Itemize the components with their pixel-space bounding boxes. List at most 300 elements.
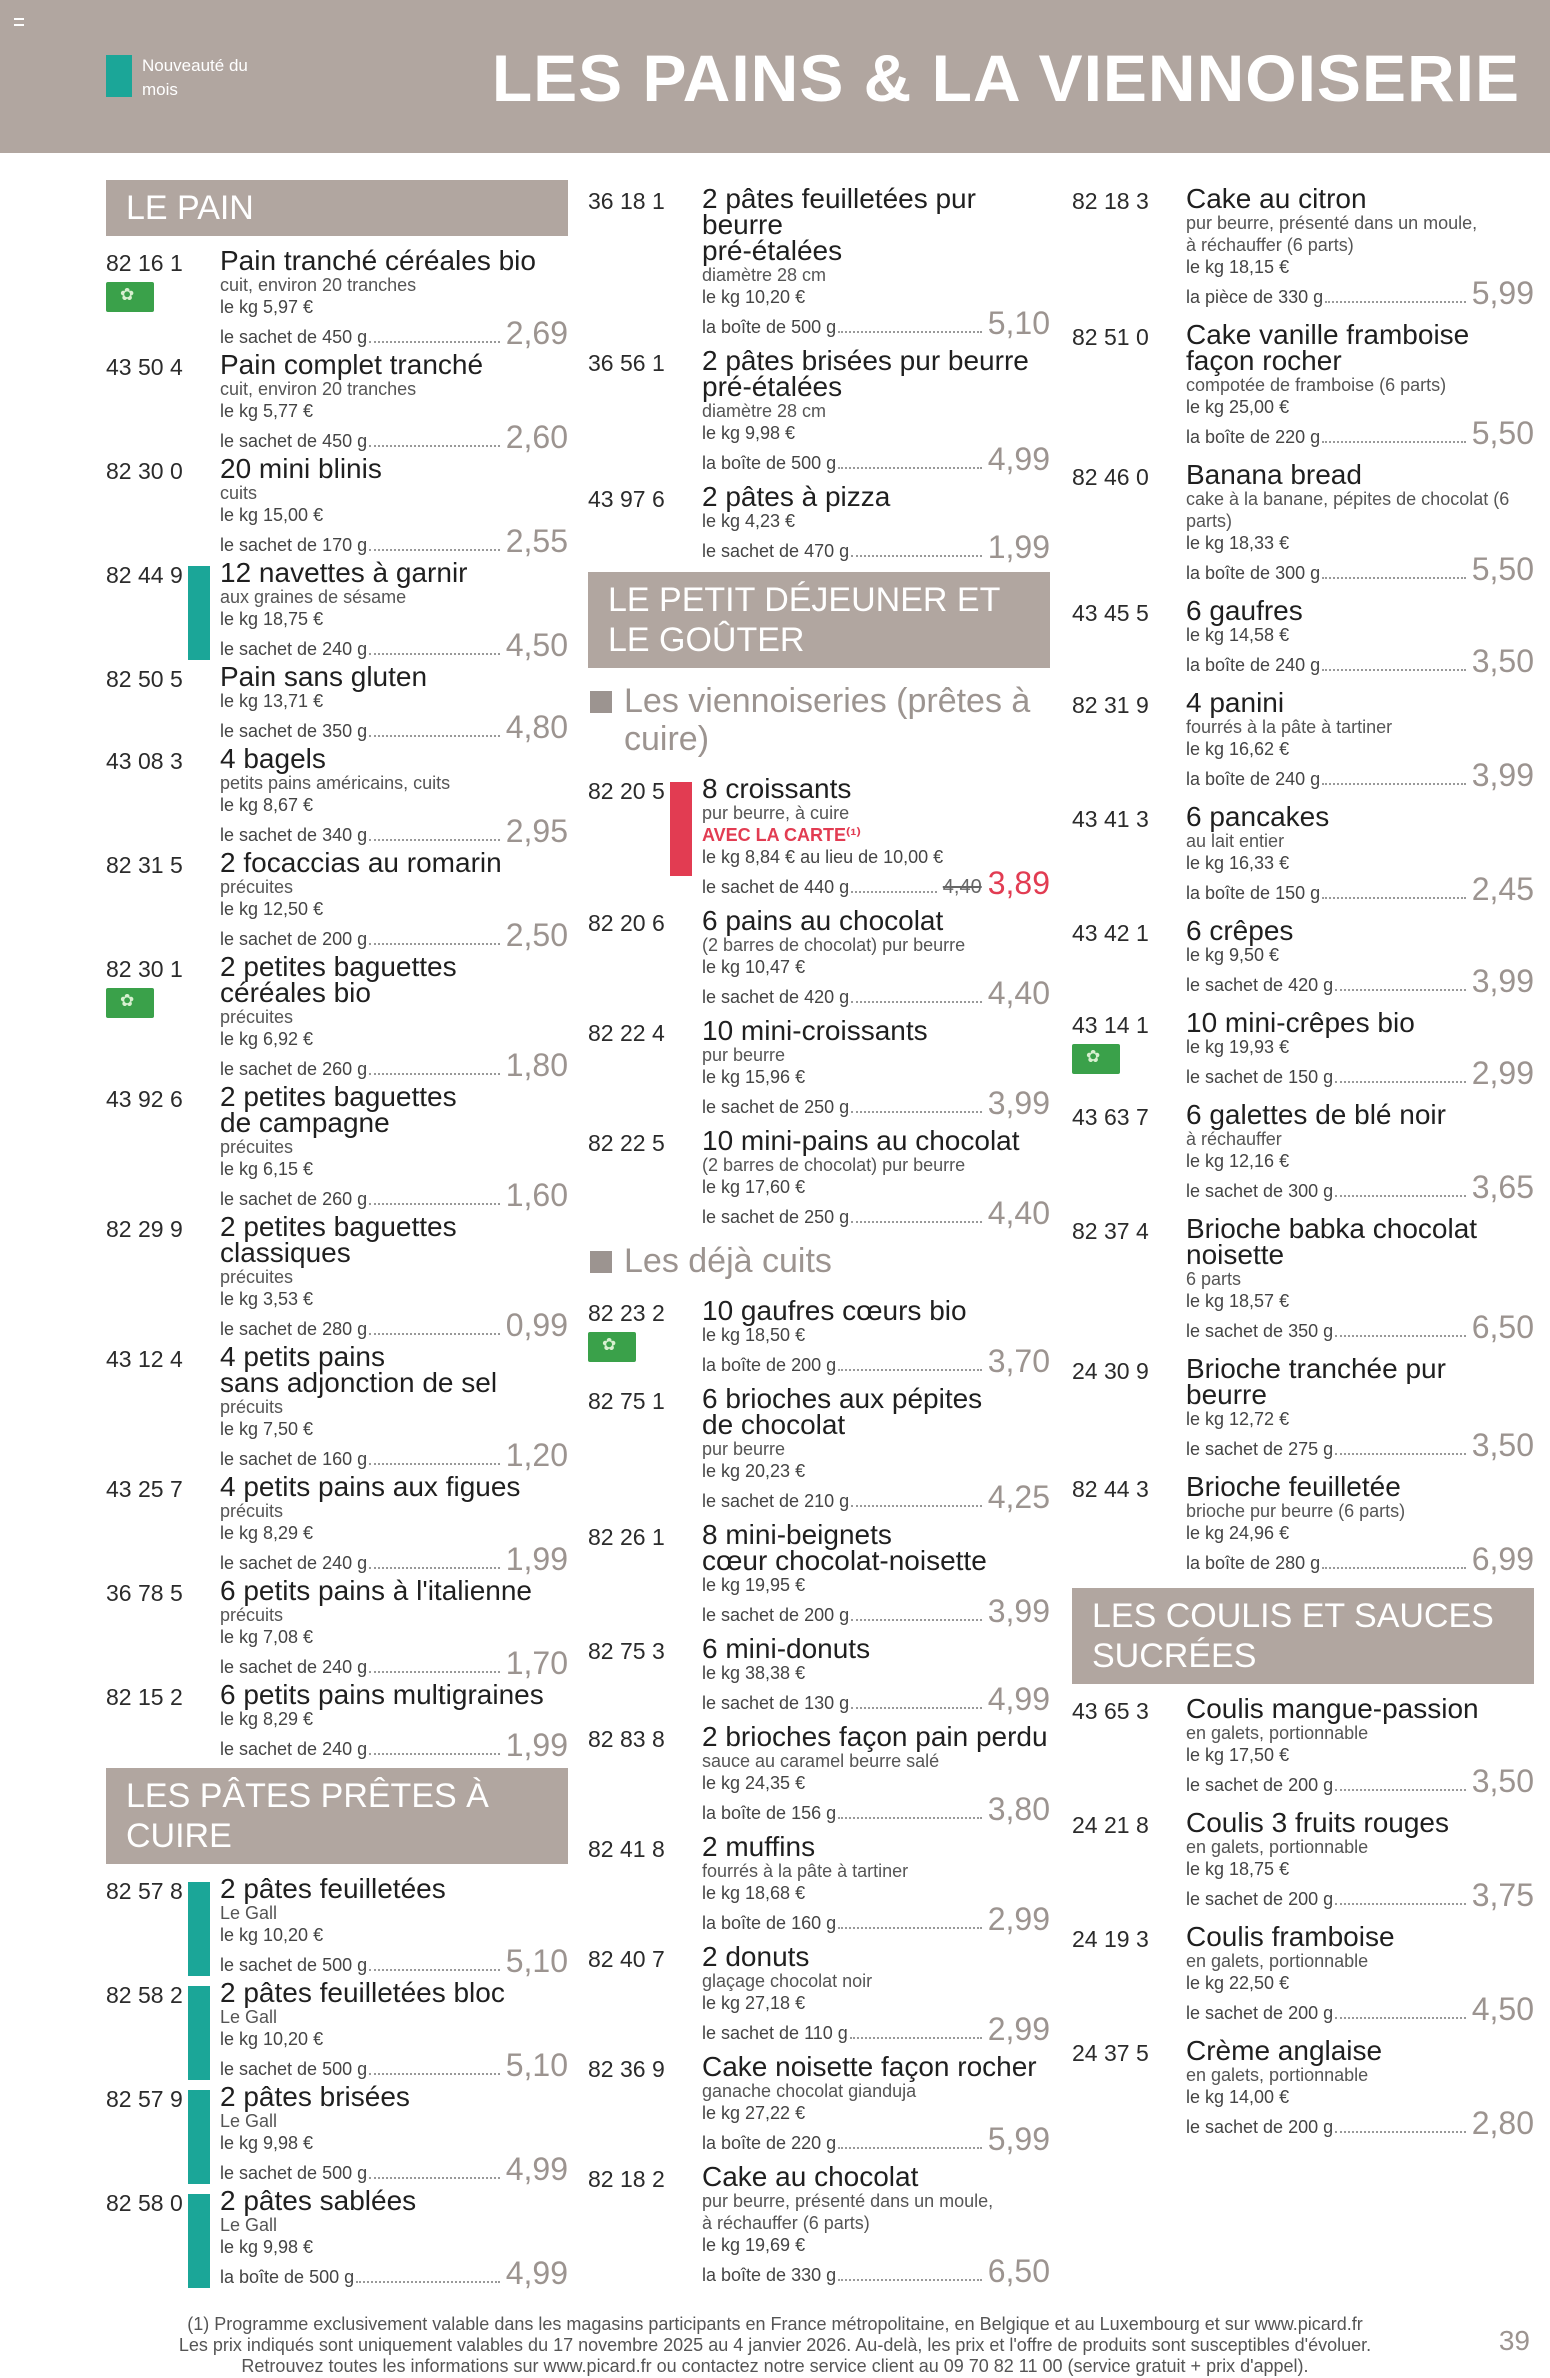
product-name: 2 pâtes feuilletées <box>220 1873 446 1904</box>
product-name: 2 pâtes sablées <box>220 2185 417 2216</box>
product-description: aux graines de sésame <box>220 587 407 607</box>
leader-dots <box>369 1753 500 1755</box>
product-item[interactable] <box>106 1081 568 1213</box>
package-quantity: le sachet de 240 g <box>220 1657 368 1677</box>
leader-dots <box>851 1111 982 1113</box>
product-item[interactable] <box>588 905 1050 1011</box>
promo-bar <box>670 782 692 876</box>
quantity-price-line <box>1186 1991 1534 2027</box>
product-item[interactable] <box>106 1679 568 1763</box>
price-per-kg: le kg 8,29 € <box>220 1709 314 1729</box>
product-item[interactable] <box>588 183 1050 341</box>
product-description: cuit, environ 20 tranches <box>220 275 417 295</box>
nouveaute-legend: Nouveauté du mois <box>142 56 248 99</box>
product-item[interactable] <box>588 481 1050 565</box>
product-description: fourrés à la pâte à tartiner <box>702 1861 909 1881</box>
product-name: 2 pâtes brisées pur beurre <box>702 345 1029 376</box>
price: 4,99 <box>987 1681 1050 1717</box>
price-per-kg: le kg 18,50 € <box>702 1325 806 1345</box>
package-quantity: le sachet de 450 g <box>220 431 368 451</box>
product-item[interactable] <box>588 773 1050 901</box>
price: 5,10 <box>987 305 1050 341</box>
price-per-kg: le kg 15,96 € <box>702 1067 806 1087</box>
package-quantity: le sachet de 500 g <box>220 2163 368 2183</box>
price-per-kg: le kg 7,08 € <box>220 1627 314 1647</box>
quantity-price-line <box>702 1681 1050 1717</box>
price: 4,50 <box>505 627 568 663</box>
product-item[interactable] <box>588 1125 1050 1231</box>
product-name-line-2: cœur chocolat-noisette <box>702 1545 987 1576</box>
product-code: 82 30 1 <box>106 956 183 982</box>
price: 4,40 <box>987 1195 1050 1231</box>
price-per-kg: le kg 5,77 € <box>220 401 314 421</box>
product-name: 4 petits pains aux figues <box>220 1471 521 1502</box>
package-quantity: la pièce de 330 g <box>1186 287 1324 307</box>
leader-dots <box>838 1927 982 1929</box>
package-quantity: le sachet de 150 g <box>1186 1067 1334 1087</box>
product-description: pur beurre, présenté dans un moule, <box>702 2191 994 2211</box>
quantity-price-line <box>702 441 1050 477</box>
quantity-price-line <box>220 2047 568 2083</box>
product-item[interactable] <box>1072 1353 1534 1463</box>
product-item[interactable] <box>588 1721 1050 1827</box>
quantity-price-line <box>1186 1169 1534 1205</box>
package-quantity: le sachet de 440 g <box>702 877 850 897</box>
leader-dots <box>369 341 500 343</box>
product-item[interactable] <box>1072 459 1534 587</box>
bio-leaf-icon <box>106 988 154 1018</box>
price-per-kg: le kg 12,16 € <box>1186 1151 1290 1171</box>
product-code: 82 37 4 <box>1072 1218 1149 1244</box>
package-quantity: la boîte de 150 g <box>1186 883 1321 903</box>
product-name: Cake au citron <box>1186 183 1367 214</box>
quantity-price-line <box>702 865 1050 901</box>
package-quantity: le sachet de 130 g <box>702 1693 850 1713</box>
product-code: 43 45 5 <box>1072 600 1149 626</box>
footnote <box>0 2314 1550 2377</box>
price-per-kg: le kg 3,53 € <box>220 1289 314 1309</box>
price-per-kg: le kg 18,33 € <box>1186 533 1290 553</box>
section-header: LE PETIT DÉJEUNER ET LE GOÛTER <box>588 572 1050 668</box>
price-per-kg: le kg 14,58 € <box>1186 625 1290 645</box>
leader-dots <box>1325 301 1466 303</box>
product-description: Le Gall <box>220 2007 278 2027</box>
product-item[interactable] <box>1072 319 1534 451</box>
product-item[interactable] <box>1072 595 1534 679</box>
leader-dots <box>1335 1903 1466 1905</box>
quantity-price-line <box>702 1479 1050 1515</box>
price-per-kg: le kg 12,50 € <box>220 899 324 919</box>
product-description: 6 parts <box>1186 1269 1242 1289</box>
leader-dots <box>1322 669 1466 671</box>
product-description: en galets, portionnable <box>1186 2065 1369 2085</box>
price-per-kg: le kg 10,20 € <box>220 1925 324 1945</box>
product-description: Le Gall <box>220 2111 278 2131</box>
product-description: au lait entier <box>1186 831 1285 851</box>
price: 2,50 <box>505 917 568 953</box>
nouveaute-bar <box>188 1986 210 2080</box>
price: 2,99 <box>987 2011 1050 2047</box>
leader-dots <box>851 1221 982 1223</box>
price-per-kg: le kg 24,96 € <box>1186 1523 1290 1543</box>
product-description: en galets, portionnable <box>1186 1951 1369 1971</box>
product-item[interactable] <box>1072 1099 1534 1205</box>
product-code: 82 75 3 <box>588 1638 665 1664</box>
leader-dots <box>1322 1567 1466 1569</box>
price-per-kg: le kg 4,23 € <box>702 511 796 531</box>
product-description: pur beurre, à cuire <box>702 803 850 823</box>
package-quantity: la boîte de 200 g <box>702 1355 837 1375</box>
price-per-kg: le kg 25,00 € <box>1186 397 1290 417</box>
package-quantity: la boîte de 240 g <box>1186 655 1321 675</box>
quantity-price-line <box>1186 1877 1534 1913</box>
leader-dots <box>851 555 982 557</box>
product-code: 82 40 7 <box>588 1946 665 1972</box>
product-item[interactable] <box>588 1519 1050 1629</box>
product-description: précuits <box>220 1605 284 1625</box>
quantity-price-line <box>1186 757 1534 793</box>
price-per-kg: le kg 9,98 € <box>220 2133 314 2153</box>
product-item[interactable] <box>1072 915 1534 999</box>
product-item[interactable] <box>588 2051 1050 2157</box>
package-quantity: le sachet de 280 g <box>220 1319 368 1339</box>
product-item[interactable] <box>106 245 568 351</box>
leader-dots <box>369 549 500 551</box>
product-name: 8 croissants <box>702 773 852 804</box>
quantity-price-line <box>220 1047 568 1083</box>
price: 1,99 <box>505 1541 568 1577</box>
price-per-kg: le kg 16,62 € <box>1186 739 1290 759</box>
product-description: sauce au caramel beurre salé <box>702 1751 940 1771</box>
product-code: 43 63 7 <box>1072 1104 1149 1130</box>
product-description: précuites <box>220 1137 294 1157</box>
product-item[interactable] <box>588 2161 1050 2289</box>
product-code: 82 16 1 <box>106 250 183 276</box>
card-promo-label: AVEC LA CARTE⁽¹⁾ <box>702 825 861 845</box>
quantity-price-line <box>220 2151 568 2187</box>
package-quantity: le sachet de 260 g <box>220 1059 368 1079</box>
leader-dots <box>851 1619 982 1621</box>
package-quantity: le sachet de 250 g <box>702 1097 850 1117</box>
leader-dots <box>851 891 937 893</box>
product-code: 82 46 0 <box>1072 464 1149 490</box>
quantity-price-line <box>220 1307 568 1343</box>
quantity-price-line <box>1186 1763 1534 1799</box>
product-item[interactable] <box>106 453 568 559</box>
product-code: 82 20 6 <box>588 910 665 936</box>
leader-dots <box>838 1817 982 1819</box>
leader-dots <box>369 2177 500 2179</box>
product-item[interactable] <box>106 2081 568 2187</box>
product-code: 82 20 5 <box>588 778 665 804</box>
product-item[interactable] <box>1072 2035 1534 2141</box>
nouveaute-swatch-icon <box>106 55 132 97</box>
price: 3,99 <box>1471 757 1534 793</box>
product-name: 2 pâtes à pizza <box>702 481 891 512</box>
product-item[interactable] <box>1072 801 1534 907</box>
price: 5,50 <box>1471 551 1534 587</box>
price-per-kg: le kg 10,20 € <box>702 287 806 307</box>
price: 2,45 <box>1471 871 1534 907</box>
quantity-price-line <box>702 975 1050 1011</box>
price: 5,50 <box>1471 415 1534 451</box>
price-per-kg: le kg 8,84 € au lieu de 10,00 € <box>702 847 944 867</box>
price: 4,50 <box>1471 1991 1534 2027</box>
price: 4,25 <box>987 1479 1050 1515</box>
price: 4,99 <box>505 2151 568 2187</box>
leader-dots <box>369 1073 500 1075</box>
package-quantity: le sachet de 470 g <box>702 541 850 561</box>
quantity-price-line <box>702 1085 1050 1121</box>
product-name-line-2: de campagne <box>220 1107 390 1138</box>
product-item[interactable] <box>1072 183 1534 311</box>
quantity-price-line <box>702 1593 1050 1629</box>
product-description: compotée de framboise (6 parts) <box>1186 375 1447 395</box>
quantity-price-line <box>220 2255 568 2291</box>
product-code: 82 18 2 <box>588 2166 665 2192</box>
product-item[interactable] <box>1072 1921 1534 2027</box>
price-per-kg: le kg 22,50 € <box>1186 1973 1290 1993</box>
product-name: 20 mini blinis <box>220 453 382 484</box>
price-per-kg: le kg 12,72 € <box>1186 1409 1290 1429</box>
product-item[interactable] <box>106 1341 568 1473</box>
package-quantity: le sachet de 160 g <box>220 1449 368 1469</box>
leader-dots <box>356 2281 500 2283</box>
product-item[interactable] <box>106 557 568 663</box>
package-quantity: le sachet de 200 g <box>702 1605 850 1625</box>
leader-dots <box>1335 1195 1466 1197</box>
package-quantity: le sachet de 200 g <box>1186 2117 1334 2137</box>
price: 3,70 <box>987 1343 1050 1379</box>
price: 2,99 <box>987 1901 1050 1937</box>
product-item[interactable] <box>588 1941 1050 2047</box>
section-header: LES COULIS ET SAUCES SUCRÉES <box>1072 1588 1534 1684</box>
product-description: cuits <box>220 483 258 503</box>
price: 3,65 <box>1471 1169 1534 1205</box>
product-description: cake à la banane, pépites de chocolat (6 parts) <box>1186 489 1510 531</box>
package-quantity: le sachet de 500 g <box>220 2059 368 2079</box>
quantity-price-line <box>1186 1309 1534 1345</box>
package-quantity: le sachet de 420 g <box>1186 975 1334 995</box>
price-per-kg: le kg 8,29 € <box>220 1523 314 1543</box>
product-item[interactable] <box>588 1295 1050 1379</box>
quantity-price-line <box>702 1901 1050 1937</box>
product-name: 2 pâtes feuilletées bloc <box>220 1977 505 2008</box>
product-name: Cake au chocolat <box>702 2161 919 2192</box>
leader-dots <box>1335 2131 1466 2133</box>
product-code: 82 22 4 <box>588 1020 665 1046</box>
section-header: LES PÂTES PRÊTES À CUIRE <box>106 1768 568 1864</box>
price-per-kg: le kg 17,60 € <box>702 1177 806 1197</box>
price-per-kg: le kg 9,98 € <box>220 2237 314 2257</box>
product-description-line-2: à réchauffer (6 parts) <box>702 2213 870 2233</box>
product-code: 82 57 8 <box>106 1878 183 1904</box>
nouveaute-bar <box>188 566 210 660</box>
product-name: 6 mini-donuts <box>702 1633 871 1664</box>
product-item[interactable] <box>106 1575 568 1681</box>
product-item[interactable] <box>106 1211 568 1343</box>
product-description: en galets, portionnable <box>1186 1837 1369 1857</box>
quantity-price-line <box>702 2011 1050 2047</box>
quantity-price-line <box>1186 415 1534 451</box>
price-per-kg: le kg 9,50 € <box>1186 945 1280 965</box>
package-quantity: le sachet de 240 g <box>220 639 368 659</box>
quantity-price-line <box>1186 963 1534 999</box>
product-name-line-2: de chocolat <box>702 1409 846 1440</box>
product-description: Le Gall <box>220 1903 278 1923</box>
package-quantity: le sachet de 250 g <box>702 1207 850 1227</box>
price-per-kg: le kg 6,15 € <box>220 1159 314 1179</box>
leader-dots <box>851 1001 982 1003</box>
price: 2,60 <box>505 419 568 455</box>
leader-dots <box>1322 897 1466 899</box>
product-name: 10 mini-croissants <box>702 1015 928 1046</box>
price-per-kg: le kg 18,15 € <box>1186 257 1290 277</box>
leader-dots <box>1335 1081 1466 1083</box>
product-code: 43 12 4 <box>106 1346 183 1372</box>
product-item[interactable] <box>1072 687 1534 793</box>
price-per-kg: le kg 19,69 € <box>702 2235 806 2255</box>
package-quantity: le sachet de 420 g <box>702 987 850 1007</box>
nouveaute-bar <box>188 1882 210 1976</box>
product-code: 82 22 5 <box>588 1130 665 1156</box>
product-code: 82 15 2 <box>106 1684 183 1710</box>
menu-mark-icon <box>14 18 24 26</box>
price-per-kg: le kg 7,50 € <box>220 1419 314 1439</box>
product-code: 82 29 9 <box>106 1216 183 1242</box>
product-item[interactable] <box>106 349 568 455</box>
product-code: 43 25 7 <box>106 1476 183 1502</box>
quantity-price-line <box>220 917 568 953</box>
bio-leaf-icon <box>1072 1044 1120 1074</box>
product-item[interactable] <box>588 1831 1050 1937</box>
product-description-line-2: à réchauffer (6 parts) <box>1186 235 1354 255</box>
quantity-price-line <box>1186 275 1534 311</box>
product-description: diamètre 28 cm <box>702 265 827 285</box>
price: 3,50 <box>1471 1427 1534 1463</box>
product-name: 6 gaufres <box>1186 595 1303 626</box>
quantity-price-line <box>220 419 568 455</box>
quantity-price-line <box>702 1343 1050 1379</box>
quantity-price-line <box>702 2253 1050 2289</box>
price: 2,55 <box>505 523 568 559</box>
product-description: brioche pur beurre (6 parts) <box>1186 1501 1406 1521</box>
product-item[interactable] <box>588 1383 1050 1515</box>
leader-dots <box>369 735 500 737</box>
leader-dots <box>838 467 982 469</box>
leader-dots <box>838 2147 982 2149</box>
product-description: à réchauffer <box>1186 1129 1282 1149</box>
quantity-price-line <box>1186 1541 1534 1577</box>
product-name: 6 galettes de blé noir <box>1186 1099 1446 1130</box>
product-item[interactable] <box>106 2185 568 2291</box>
product-description: petits pains américains, cuits <box>220 773 451 793</box>
package-quantity: la boîte de 156 g <box>702 1803 837 1823</box>
product-item[interactable] <box>106 847 568 953</box>
product-code: 82 44 9 <box>106 562 183 588</box>
product-item[interactable] <box>1072 1693 1534 1799</box>
product-description: fourrés à la pâte à tartiner <box>1186 717 1393 737</box>
leader-dots <box>851 1707 982 1709</box>
price: 3,50 <box>1471 1763 1534 1799</box>
price-per-kg: le kg 6,92 € <box>220 1029 314 1049</box>
product-description: précuites <box>220 877 294 897</box>
product-code: 24 37 5 <box>1072 2040 1149 2066</box>
product-description: précuites <box>220 1007 294 1027</box>
package-quantity: le sachet de 350 g <box>1186 1321 1334 1341</box>
product-name: 2 brioches façon pain perdu <box>702 1721 1048 1752</box>
product-item[interactable] <box>1072 1007 1534 1091</box>
package-quantity: la boîte de 280 g <box>1186 1553 1321 1573</box>
quantity-price-line <box>1186 1055 1534 1091</box>
product-item[interactable] <box>1072 1807 1534 1913</box>
price: 0,99 <box>505 1307 568 1343</box>
product-item[interactable] <box>106 743 568 849</box>
leader-dots <box>1335 989 1466 991</box>
product-name: Crème anglaise <box>1186 2035 1383 2066</box>
quantity-price-line <box>702 2121 1050 2157</box>
quantity-price-line <box>1186 551 1534 587</box>
package-quantity: le sachet de 300 g <box>1186 1181 1334 1201</box>
price: 3,99 <box>987 1593 1050 1629</box>
price-per-kg: le kg 10,20 € <box>220 2029 324 2049</box>
product-item[interactable] <box>106 1977 568 2083</box>
product-item[interactable] <box>1072 1471 1534 1577</box>
product-description: pur beurre, présenté dans un moule, <box>1186 213 1478 233</box>
package-quantity: la boîte de 330 g <box>702 2265 837 2285</box>
product-name: Banana bread <box>1186 459 1362 490</box>
product-code: 24 19 3 <box>1072 1926 1149 1952</box>
product-code: 36 18 1 <box>588 188 665 214</box>
price: 5,99 <box>1471 275 1534 311</box>
price-per-kg: le kg 38,38 € <box>702 1663 806 1683</box>
package-quantity: la boîte de 220 g <box>702 2133 837 2153</box>
product-item[interactable] <box>106 661 568 745</box>
leader-dots <box>850 2037 982 2039</box>
package-quantity: le sachet de 350 g <box>220 721 368 741</box>
product-item[interactable] <box>106 951 568 1083</box>
product-description: en galets, portionnable <box>1186 1723 1369 1743</box>
price: 3,80 <box>987 1791 1050 1827</box>
package-quantity: le sachet de 200 g <box>220 929 368 949</box>
product-item[interactable] <box>1072 1213 1534 1345</box>
quantity-price-line <box>220 709 568 745</box>
price: 2,99 <box>1471 1055 1534 1091</box>
leader-dots <box>838 2279 982 2281</box>
product-item[interactable] <box>106 1873 568 1979</box>
product-name: Brioche feuilletée <box>1186 1471 1401 1502</box>
product-code: 43 65 3 <box>1072 1698 1149 1724</box>
price-per-kg: le kg 15,00 € <box>220 505 324 525</box>
price: 1,99 <box>987 529 1050 565</box>
product-item[interactable] <box>588 1633 1050 1717</box>
product-description: précuits <box>220 1501 284 1521</box>
product-code: 43 92 6 <box>106 1086 183 1112</box>
product-name: 2 petites baguettes <box>220 1081 457 1112</box>
price-per-kg: le kg 18,75 € <box>1186 1859 1290 1879</box>
product-item[interactable] <box>106 1471 568 1577</box>
leader-dots <box>369 653 500 655</box>
quantity-price-line <box>220 1645 568 1681</box>
leader-dots <box>369 1969 500 1971</box>
price-per-kg: le kg 19,93 € <box>1186 1037 1290 1057</box>
product-code: 82 83 8 <box>588 1726 665 1752</box>
product-code: 82 41 8 <box>588 1836 665 1862</box>
package-quantity: la boîte de 300 g <box>1186 563 1321 583</box>
product-item[interactable] <box>588 345 1050 477</box>
price: 3,99 <box>1471 963 1534 999</box>
product-item[interactable] <box>588 1015 1050 1121</box>
